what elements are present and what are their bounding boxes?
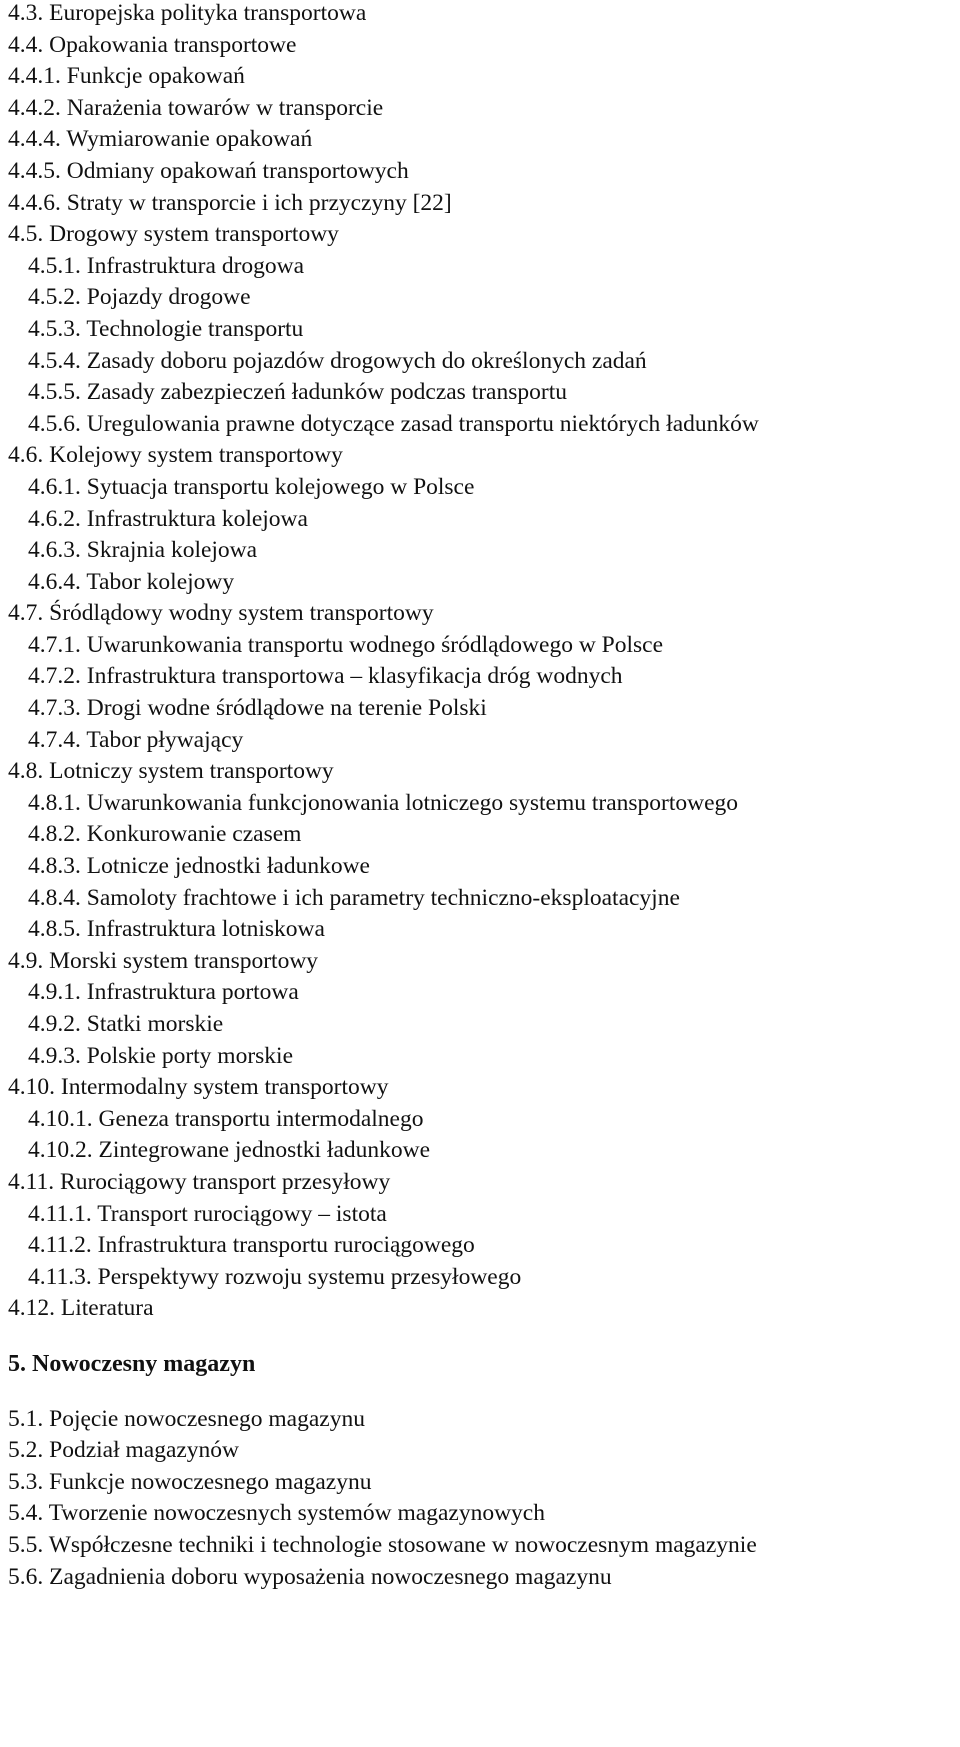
- toc-entry: [8, 472, 958, 504]
- toc-entry: [8, 346, 958, 378]
- toc-entry-number: 4.6.4.: [28, 568, 81, 595]
- toc-entry-number: 4.11.1.: [28, 1200, 92, 1227]
- toc-entry-number: 4.5.3.: [28, 315, 81, 342]
- toc-entry: [8, 1230, 958, 1262]
- toc-entry-title: Uwarunkowania transportu wodnego śródlądowego w Polsce: [86, 631, 664, 658]
- toc-entry-title: Rurociągowy transport przesyłowy: [60, 1168, 391, 1195]
- toc-entry: [8, 93, 958, 125]
- toc-entry-title: Zasady zabezpieczeń ładunków podczas transportu: [86, 379, 567, 406]
- toc-entry-number: 4.4.1.: [8, 63, 61, 90]
- table-of-contents: [8, 0, 958, 1593]
- toc-entry-title: Odmiany opakowań transportowych: [66, 157, 409, 184]
- toc-entry: [8, 0, 958, 30]
- toc-entry-title: Zintegrowane jednostki ładunkowe: [98, 1137, 431, 1164]
- toc-entry-title: Opakowania transportowe: [49, 31, 297, 58]
- toc-entry-number: 4.11.3.: [28, 1263, 92, 1290]
- toc-entry-number: 5.5.: [8, 1531, 44, 1558]
- toc-entry: [8, 567, 958, 599]
- toc-entry-title: Zagadnienia doboru wyposażenia nowoczesnego magazynu: [49, 1563, 612, 1590]
- toc-entry-number: 4.7.4.: [28, 726, 81, 753]
- toc-entry-number: 4.10.: [8, 1074, 55, 1101]
- toc-entry-title: Tworzenie nowoczesnych systemów magazynowych: [48, 1500, 545, 1527]
- toc-entry: [8, 188, 958, 220]
- toc-entry-title: Infrastruktura lotniskowa: [86, 916, 325, 943]
- toc-entry: [8, 440, 958, 472]
- toc-entry-title: Transport rurociągowy – istota: [97, 1200, 387, 1227]
- toc-entry-title: Tabor pływający: [86, 726, 244, 753]
- toc-entry-title: Tabor kolejowy: [86, 568, 235, 595]
- toc-entry-title: Straty w transporcie i ich przyczyny [22]: [66, 189, 452, 216]
- toc-entry-title: Funkcje opakowań: [66, 63, 245, 90]
- toc-entry-number: 4.9.3.: [28, 1042, 81, 1069]
- toc-entry-number: 4.5.4.: [28, 347, 81, 374]
- toc-entry-number: 4.4.: [8, 31, 44, 58]
- toc-entry: [8, 156, 958, 188]
- toc-entry: [8, 1293, 958, 1325]
- toc-entry: [8, 1167, 958, 1199]
- toc-entry-title: Śródlądowy wodny system transportowy: [49, 600, 434, 627]
- toc-entry-title: Infrastruktura drogowa: [86, 252, 305, 279]
- section-5-list: [8, 1404, 958, 1594]
- toc-entry-number: 4.4.2.: [8, 94, 61, 121]
- toc-entry-number: 5.6.: [8, 1563, 44, 1590]
- section-5-heading: 5. Nowoczesny magazyn: [8, 1350, 256, 1377]
- toc-entry-title: Narażenia towarów w transporcie: [66, 94, 384, 121]
- toc-entry: [8, 819, 958, 851]
- toc-entry-title: Wymiarowanie opakowań: [66, 126, 313, 153]
- toc-entry-title: Drogowy system transportowy: [49, 221, 339, 248]
- toc-entry-title: Technologie transportu: [86, 315, 304, 342]
- toc-entry-number: 4.11.2.: [28, 1232, 92, 1259]
- toc-entry: [8, 124, 958, 156]
- toc-entry-title: Europejska polityka transportowa: [49, 0, 367, 26]
- toc-entry-title: Uwarunkowania funkcjonowania lotniczego systemu transportowego: [86, 789, 739, 816]
- toc-entry-number: 5.4.: [8, 1500, 44, 1527]
- toc-entry-number: 4.6.: [8, 442, 44, 469]
- toc-entry-number: 4.11.: [8, 1168, 55, 1195]
- toc-entry-number: 4.8.4.: [28, 884, 81, 911]
- toc-entry-number: 4.7.: [8, 600, 44, 627]
- toc-entry-title: Sytuacja transportu kolejowego w Polsce: [86, 473, 475, 500]
- toc-entry: [8, 377, 958, 409]
- toc-entry: [8, 535, 958, 567]
- toc-entry: [8, 409, 958, 441]
- toc-entry: [8, 851, 958, 883]
- toc-entry: [8, 314, 958, 346]
- toc-entry-title: Statki morskie: [86, 1011, 224, 1037]
- toc-entry-title: Uregulowania prawne dotyczące zasad transportu niektórych ładunków: [86, 410, 759, 437]
- toc-entry-number: 4.6.2.: [28, 505, 81, 532]
- toc-entry-number: 4.8.2.: [28, 821, 81, 848]
- toc-entry-number: 4.4.6.: [8, 189, 61, 216]
- toc-entry-title: Konkurowanie czasem: [86, 821, 302, 848]
- toc-entry-title: Intermodalny system transportowy: [60, 1074, 389, 1101]
- toc-entry-title: Infrastruktura transportowa – klasyfikacja dróg wodnych: [86, 663, 623, 690]
- toc-entry: [8, 946, 958, 978]
- toc-entry: [8, 788, 958, 820]
- toc-entry-number: 4.8.5.: [28, 916, 81, 943]
- toc-entry-number: 4.10.1.: [28, 1105, 93, 1132]
- toc-entry-title: Infrastruktura transportu rurociągowego: [97, 1232, 475, 1259]
- toc-entry-title: Infrastruktura portowa: [86, 979, 299, 1006]
- toc-entry: [8, 725, 958, 757]
- toc-entry-number: 4.8.1.: [28, 789, 81, 816]
- toc-entry-title: Polskie porty morskie: [86, 1042, 294, 1069]
- toc-entry: [8, 977, 958, 1009]
- toc-entry-number: 5.3.: [8, 1468, 44, 1495]
- toc-entry-number: 4.8.3.: [28, 853, 81, 880]
- toc-entry-number: 4.5.: [8, 221, 44, 248]
- toc-entry: [8, 1498, 958, 1530]
- toc-entry-number: 4.7.3.: [28, 695, 81, 722]
- toc-entry: [8, 282, 958, 314]
- toc-entry: [8, 251, 958, 283]
- toc-entry: [8, 661, 958, 693]
- toc-entry-number: 4.9.1.: [28, 979, 81, 1006]
- toc-entry-title: Pojazdy drogowe: [86, 284, 251, 311]
- toc-entry-title: Drogi wodne śródlądowe na terenie Polski: [86, 695, 487, 722]
- toc-entry-title: Literatura: [60, 1295, 154, 1322]
- toc-entry-number: 4.4.5.: [8, 157, 61, 184]
- toc-entry: [8, 1435, 958, 1467]
- toc-entry: [8, 1009, 958, 1041]
- toc-entry: [8, 630, 958, 662]
- toc-entry-title: Funkcje nowoczesnego magazynu: [49, 1468, 372, 1495]
- toc-entry-title: Infrastruktura kolejowa: [86, 505, 308, 532]
- toc-entry: [8, 1072, 958, 1104]
- toc-entry-title: Pojęcie nowoczesnego magazynu: [49, 1405, 365, 1432]
- toc-entry-title: Zasady doboru pojazdów drogowych do określonych zadań: [86, 347, 647, 374]
- toc-entry-number: 4.10.2.: [28, 1137, 93, 1164]
- toc-entry: [8, 1404, 958, 1436]
- section-4-list: [8, 0, 958, 1325]
- toc-entry: [8, 30, 958, 62]
- toc-entry: [8, 914, 958, 946]
- toc-entry: [8, 1530, 958, 1562]
- toc-entry: [8, 219, 958, 251]
- toc-entry-number: 5.1.: [8, 1405, 44, 1432]
- toc-entry-number: 4.6.3.: [28, 537, 81, 564]
- toc-entry-number: 4.5.5.: [28, 379, 81, 406]
- toc-entry-number: 5.2.: [8, 1437, 44, 1464]
- toc-entry: [8, 598, 958, 630]
- toc-entry-number: 4.3.: [8, 0, 44, 26]
- toc-entry: [8, 1467, 958, 1499]
- toc-entry-number: 4.8.: [8, 758, 44, 785]
- toc-entry-title: Współczesne techniki i technologie stosowane w nowoczesnym magazynie: [48, 1531, 757, 1558]
- toc-entry-title: Samoloty frachtowe i ich parametry techniczno-eksploatacyjne: [86, 884, 680, 911]
- toc-entry: [8, 1041, 958, 1073]
- toc-entry-number: 4.9.: [8, 947, 44, 974]
- toc-entry-title: Morski system transportowy: [49, 947, 319, 974]
- toc-entry: [8, 1199, 958, 1231]
- toc-entry-number: 4.12.: [8, 1295, 55, 1322]
- toc-entry-number: 4.5.2.: [28, 284, 81, 311]
- toc-entry: [8, 883, 958, 915]
- toc-entry-title: Geneza transportu intermodalnego: [98, 1105, 424, 1132]
- toc-entry-number: 4.7.2.: [28, 663, 81, 690]
- toc-entry-number: 4.9.2.: [28, 1011, 81, 1037]
- toc-entry: [8, 756, 958, 788]
- toc-entry-title: Kolejowy system transportowy: [49, 442, 343, 469]
- toc-entry-title: Perspektywy rozwoju systemu przesyłowego: [97, 1263, 522, 1290]
- toc-entry-title: Lotniczy system transportowy: [49, 758, 334, 785]
- toc-entry: [8, 1262, 958, 1294]
- toc-entry-title: Podział magazynów: [49, 1437, 240, 1464]
- toc-entry-title: Skrajnia kolejowa: [86, 537, 258, 564]
- toc-entry-number: 4.4.4.: [8, 126, 61, 153]
- toc-entry-title: Lotnicze jednostki ładunkowe: [86, 853, 370, 880]
- toc-entry: [8, 1104, 958, 1136]
- toc-entry: [8, 504, 958, 536]
- toc-entry: [8, 1562, 958, 1594]
- toc-entry-number: 4.5.1.: [28, 252, 81, 279]
- toc-entry: [8, 1135, 958, 1167]
- toc-entry-number: 4.5.6.: [28, 410, 81, 437]
- toc-entry: [8, 61, 958, 93]
- toc-entry: [8, 693, 958, 725]
- toc-entry-number: 4.6.1.: [28, 473, 81, 500]
- toc-entry-number: 4.7.1.: [28, 631, 81, 658]
